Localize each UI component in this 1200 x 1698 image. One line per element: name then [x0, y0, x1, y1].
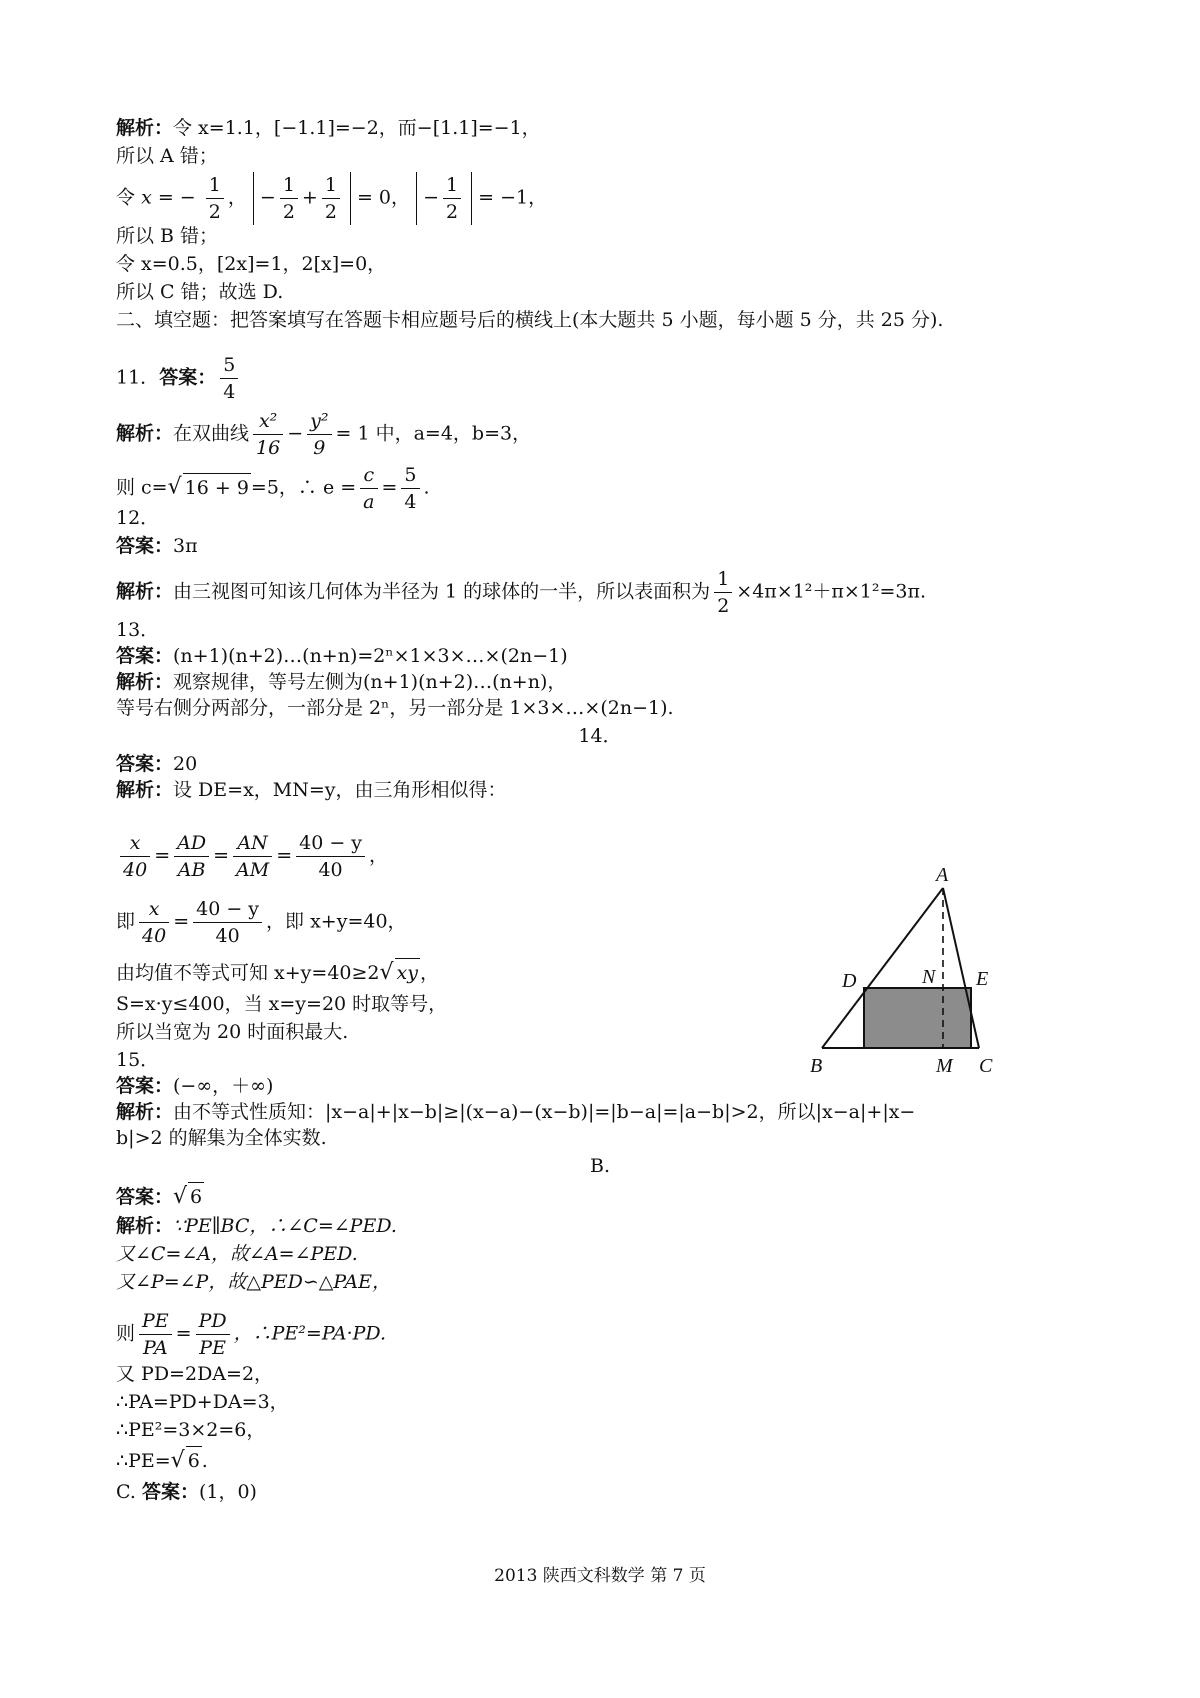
qb-sol-line-1: [116, 1212, 397, 1240]
frac-num: 5: [401, 462, 419, 489]
frac-den: 2: [324, 201, 337, 223]
q14-sol-line-1: [116, 776, 507, 804]
label-n: N: [922, 966, 936, 988]
frac: [322, 172, 340, 225]
qc-line: [116, 1478, 257, 1506]
label-e: E: [976, 968, 989, 990]
shaded-rectangle: [864, 988, 971, 1048]
dot: .: [423, 476, 430, 499]
qc-answer: (1，0): [198, 1481, 257, 1503]
frac-num: AD: [174, 830, 209, 857]
frac: [401, 462, 419, 515]
q12-number: 12．: [116, 507, 160, 529]
comma: ，: [369, 844, 389, 867]
frac-den: 2: [282, 201, 295, 223]
q14-sol-line-4: S=x·y≤400，当 x=y=20 时取等号，: [116, 993, 448, 1015]
qb-sol-line-4: [116, 1308, 386, 1361]
frac-num: PD: [196, 1308, 230, 1335]
frac-num: 1: [206, 172, 224, 199]
frac-num: 40 − y: [296, 830, 365, 857]
q10-line-4: 所以 B 错；: [116, 225, 219, 247]
qb-answer: 6: [188, 1182, 204, 1211]
frac-num: AN: [233, 830, 272, 857]
frac: [280, 172, 298, 225]
frac-num: x: [139, 896, 169, 923]
q14-l3-post: ，: [420, 962, 440, 984]
q14-l2-pre: 即: [116, 910, 136, 933]
frac: [139, 1308, 172, 1361]
triangle-figure: [800, 850, 1000, 1080]
frac: [296, 830, 365, 883]
q12-answer-line: [116, 532, 198, 560]
frac: [360, 462, 377, 515]
q12-sol-label: 解析：: [116, 580, 174, 603]
sqrt-sign: √: [379, 960, 394, 985]
q13-sol-line-2: 等号右侧分两部分，一部分是 2ⁿ，另一部分是 1×3×…×(2n−1).: [116, 697, 674, 719]
frac-num: x²: [253, 408, 283, 435]
q14-answer-line: [116, 750, 197, 778]
q12-answer-label: 答案：: [116, 535, 174, 557]
q10-line-5: 令 x=0.5，[2x]=1，2[x]=0，: [116, 253, 387, 275]
q10-sol-label: 解析：: [116, 117, 174, 139]
frac: [307, 408, 331, 461]
frac-num: 1: [322, 172, 340, 199]
frac-den: 4: [404, 491, 417, 513]
q14-eq-line: $\frac{x}{40}$ = $\frac{AD}{AB}$ = $\frac{AN}{AM}$ = $\frac{40 - y}{40}$ ，: [116, 830, 388, 883]
q10-line-3: 令 x = − $\frac{1}{2}$ ， − $\frac{1}{2}$ + $\frac{1}{2}$ = 0， − $\frac{1}{2}$ = −1，: [116, 174, 548, 223]
qb-sol-line-8: [116, 1446, 208, 1475]
frac-den: 2: [717, 595, 730, 617]
frac: [714, 566, 732, 619]
q14-l3-pre: 由均值不等式可知 x+y=40≥2: [116, 962, 380, 984]
q13-sol-line-1: [116, 668, 566, 696]
frac-num: y²: [307, 408, 331, 435]
q14-answer: 20: [173, 753, 198, 775]
q11-answer-frac: [220, 352, 238, 405]
q10-bracket-1: − $\frac{1}{2}$ + $\frac{1}{2}$: [253, 172, 351, 225]
frac: [253, 408, 283, 461]
sqrt-sign: √: [170, 1448, 185, 1473]
q10-line-6: 所以 C 错；故选 D.: [116, 281, 284, 303]
frac: [443, 172, 461, 225]
q15-sol: 由不等式性质知：|x−a|+|x−b|≥|(x−a)−(x−b)|=|b−a|=|a−b|>2，所以|x−a|+|x−: [173, 1101, 916, 1123]
sqrt-sign: √: [173, 1184, 188, 1209]
frac-num: 5: [220, 352, 238, 379]
q10-sol-text: 令 x=1.1，[−1.1]=−2，而−[1.1]=−1，: [173, 117, 541, 139]
q11-answer-line: [116, 352, 242, 405]
frac-num: PE: [139, 1308, 172, 1335]
frac-den: 40: [123, 859, 148, 881]
q11-sqrt: 16 + 9: [183, 473, 251, 502]
qb-sol-line-2: 又∠C=∠A，故∠A=∠PED.: [116, 1243, 358, 1265]
q12-sol-pre: 由三视图可知该几何体为半径为 1 的球体的一半，所以表面积为: [173, 580, 711, 603]
q10-bracket-2: − $\frac{1}{2}$: [416, 172, 472, 225]
q14-number: 14．: [578, 725, 622, 747]
frac-den: 2: [208, 201, 221, 223]
q14-sqrt: xy: [395, 958, 420, 987]
label-d: D: [842, 970, 857, 992]
qb-sol-line-3: 又∠P=∠P，故△PED∽△PAE，: [116, 1271, 391, 1293]
frac-den: 40: [318, 859, 343, 881]
frac-den: AB: [177, 859, 206, 881]
frac-num: c: [360, 462, 377, 489]
q13-sol: 观察规律，等号左侧为(n+1)(n+2)…(n+n)，: [173, 671, 567, 693]
q15-answer-line: [116, 1072, 273, 1100]
q10-l3-x: x = −: [141, 186, 196, 209]
label-a: A: [936, 864, 949, 886]
q13-sol-label: 解析：: [116, 671, 174, 693]
q15-answer-label: 答案：: [116, 1075, 174, 1097]
q10-frac-a: [206, 172, 224, 225]
frac-den: 4: [223, 381, 236, 403]
q10-eq0: = 0，: [356, 186, 411, 209]
q12-answer: 3π: [173, 535, 198, 557]
q11-sol-line-1: 解析：在双曲线 $\frac{\text{x²}}{16}$ − $\frac{\text{y²}}{9}$ = 1 中，a=4，b=3，: [116, 410, 532, 459]
q10-line-1: [116, 114, 541, 142]
q14-sol-line-2: 即 $\frac{x}{40}$ = $\frac{40 - y}{40}$ ，即 x+y=40，: [116, 898, 407, 947]
q13-answer: (n+1)(n+2)…(n+n)=2ⁿ×1×3×…×(2n−1): [173, 645, 568, 667]
q14-sol-line-3: [116, 958, 439, 987]
qb-sol-line-7: ∴PE²=3×2=6，: [116, 1419, 266, 1441]
frac-num: 1: [443, 172, 461, 199]
label-m: M: [936, 1055, 953, 1077]
q11-sol-post: = 1 中，a=4，b=3，: [335, 422, 532, 445]
eq: =: [381, 476, 398, 499]
q11-sol-line-2: [116, 462, 430, 515]
q15-sol-label: 解析：: [116, 1101, 174, 1123]
qb-answer-line: [116, 1182, 204, 1211]
frac-den: a: [363, 491, 375, 513]
q12-sol-post: ×4π×1²＋π×1²=3π.: [736, 580, 927, 603]
frac-num: 40 − y: [193, 896, 262, 923]
label-c: C: [979, 1055, 993, 1077]
qc-number: C.: [116, 1481, 136, 1503]
qb-number: B.: [589, 1155, 610, 1177]
frac-den: AM: [236, 859, 270, 881]
frac: [139, 896, 169, 949]
q15-number: 15．: [116, 1049, 160, 1071]
q15-sol-line-2: b|>2 的解集为全体实数.: [116, 1127, 327, 1149]
q14-sol-label: 解析：: [116, 779, 174, 801]
qb-l4-pre: 则: [116, 1322, 136, 1345]
q10-line-2: 所以 A 错；: [116, 145, 218, 167]
q11-number: 11．: [116, 366, 160, 389]
qb-l8-pre: ∴PE=: [116, 1450, 171, 1472]
frac-den: 40: [142, 925, 167, 947]
q11-sol-label: 解析：: [116, 422, 174, 445]
q15-answer: (−∞，＋∞): [173, 1075, 274, 1097]
frac-num: 1: [280, 172, 298, 199]
q11-l2-pre: 则 c=: [116, 476, 168, 499]
qb-sol-1: ∵PE∥BC，∴∠C=∠PED.: [173, 1215, 397, 1237]
qb-l8-sqrt: 6: [186, 1446, 202, 1475]
q11-l2-mid: =5，∴ e =: [250, 476, 357, 499]
frac-den: PA: [142, 1337, 168, 1359]
sqrt-sign: √: [167, 474, 182, 500]
q13-answer-line: [116, 642, 568, 670]
qb-sol-line-6: ∴PA=PD+DA=3，: [116, 1391, 289, 1413]
frac-num: 1: [714, 566, 732, 593]
q12-sol-line: [116, 566, 926, 619]
frac-den: 40: [215, 925, 240, 947]
q11-sol-pre: 在双曲线: [173, 422, 250, 445]
q14-sol-line-5: 所以当宽为 20 时面积最大.: [116, 1021, 349, 1043]
frac-num: x: [120, 830, 150, 857]
q15-sol-line-1: [116, 1098, 915, 1126]
page-footer: 2013 陕西文科数学 第 7 页: [494, 1566, 706, 1586]
q13-answer-label: 答案：: [116, 645, 174, 667]
frac: [193, 896, 262, 949]
q13-number: 13．: [116, 619, 160, 641]
frac-den: 16: [256, 437, 281, 459]
q14-sol: 设 DE=x，MN=y，由三角形相似得：: [173, 779, 507, 801]
qb-l8-post: .: [201, 1450, 208, 1472]
qb-sol-label: 解析：: [116, 1215, 174, 1237]
section-title: 二、填空题：把答案填写在答题卡相应题号后的横线上(本大题共 5 小题，每小题 5 分，共 25 分).: [116, 309, 944, 331]
frac: [120, 830, 150, 883]
qc-answer-label: 答案：: [141, 1481, 199, 1503]
frac: [233, 830, 272, 883]
q11-answer-label: 答案：: [159, 366, 217, 389]
frac-den: 9: [313, 437, 326, 459]
qb-sol-line-5: 又 PD=2DA=2，: [116, 1363, 274, 1385]
qb-l4-post: ，∴PE²=PA·PD.: [233, 1322, 386, 1345]
q14-answer-label: 答案：: [116, 753, 174, 775]
q10-eqm1: = −1，: [478, 186, 548, 209]
frac: [196, 1308, 230, 1361]
q10-l3-pre: 令: [116, 186, 136, 209]
label-b: B: [810, 1055, 823, 1077]
eq: =: [175, 1322, 192, 1345]
qb-answer-label: 答案：: [116, 1186, 174, 1208]
frac-den: 2: [446, 201, 459, 223]
q14-l2-post: ，即 x+y=40，: [266, 910, 407, 933]
frac: [174, 830, 209, 883]
frac-den: PE: [199, 1337, 226, 1359]
